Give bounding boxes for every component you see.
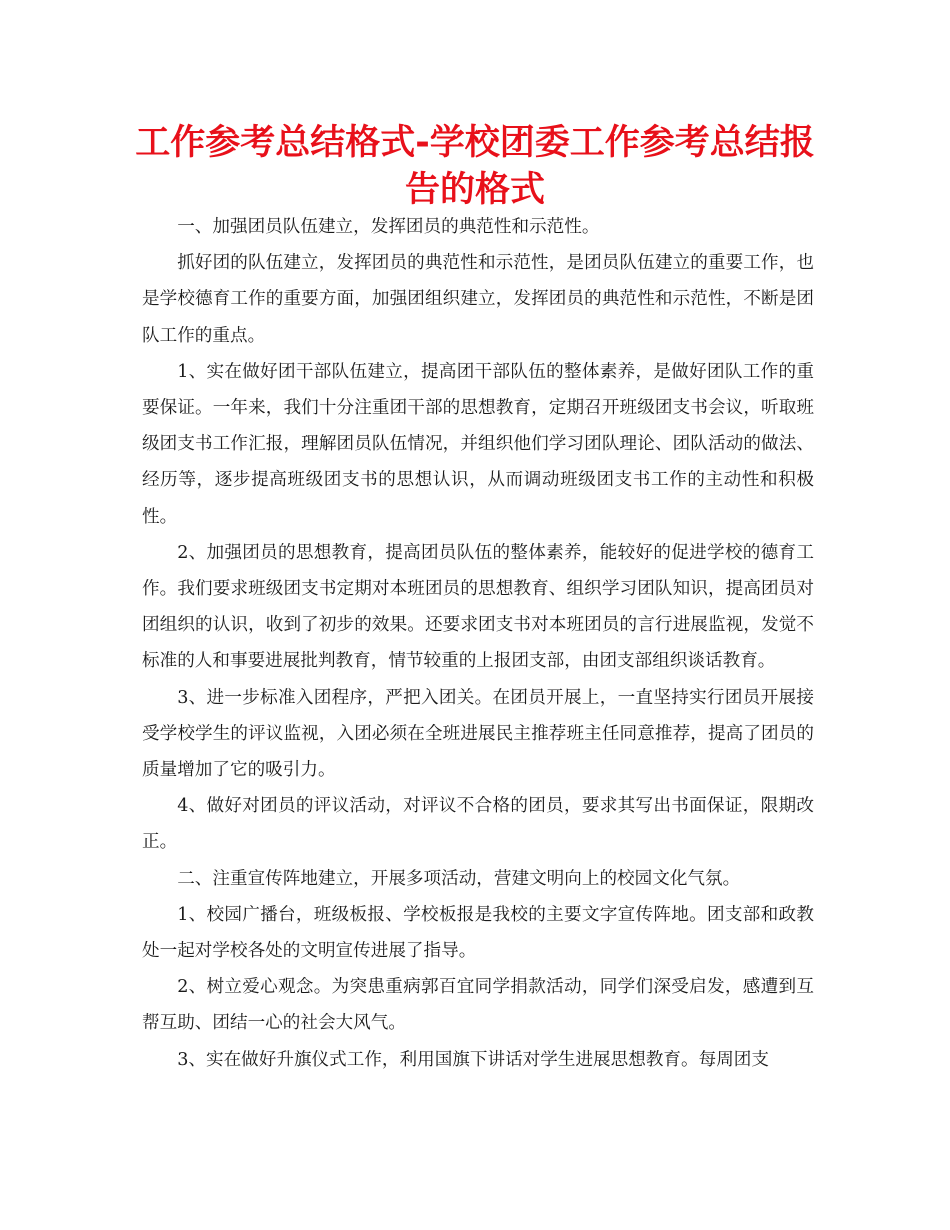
document-title: 工作参考总结格式-学校团委工作参考总结报告的格式 bbox=[135, 123, 815, 210]
body-paragraph: 4、做好对团员的评议活动，对评议不合格的团员，要求其写出书面保证，限期改正。 bbox=[142, 796, 814, 853]
body-paragraph: 3、进一步标准入团程序，严把入团关。在团员开展上，一直坚持实行团员开展接受学校学生的评议监视，入团必须在全班进展民主推荐班主任同意推荐，提高了团员的质量增加了它的吸引力。 bbox=[142, 687, 814, 781]
document-body bbox=[142, 209, 814, 1078]
body-paragraph: 抓好团的队伍建立，发挥团员的典范性和示范性，是团员队伍建立的重要工作，也是学校德育工作的重要方面，加强团组织建立，发挥团员的典范性和示范性，不断是团队工作的重点。 bbox=[142, 253, 814, 346]
body-paragraph: 1、校园广播台，班级板报、学校板报是我校的主要文字宣传阵地。团支部和政教处一起对学校各处的文明宣传进展了指导。 bbox=[142, 904, 814, 962]
section-heading-2: 二、注重宣传阵地建立，开展多项活动，营建文明向上的校园文化气氛。 bbox=[177, 868, 741, 889]
body-paragraph: 2、树立爱心观念。为突患重病郭百宜同学捐款活动，同学们深受启发，感遭到互帮互助、团结一心的社会大风气。 bbox=[142, 977, 814, 1034]
body-paragraph: 1、实在做好团干部队伍建立，提高团干部队伍的整体素养，是做好团队工作的重要保证。一年来，我们十分注重团干部的思想教育，定期召开班级团支书会议，听取班级团支书工作汇报，理解团员队伍情况，并组织他们学习团队理论、团队活动的做法、经历等，逐步提高班级团支书的思想认识，从而调动班级团支书工作的主动性和积极性。 bbox=[142, 361, 814, 527]
section-heading-1: 一、加强团员队伍建立，发挥团员的典范性和示范性。 bbox=[177, 217, 600, 237]
body-paragraph: 2、加强团员的思想教育，提高团员队伍的整体素养，能较好的促进学校的德育工作。我们要求班级团支书定期对本班团员的思想教育、组织学习团队知识，提高团员对团组织的认识，收到了初步的效果。还要求团支书对本班团员的言行进展监视，发觉不标准的人和事要进展批判教育，情节较重的上报团支部，由团支部组织谈话教育。 bbox=[142, 542, 814, 672]
body-paragraph: 3、实在做好升旗仪式工作，利用国旗下讲话对学生进展思想教育。每周团支 bbox=[177, 1049, 769, 1070]
